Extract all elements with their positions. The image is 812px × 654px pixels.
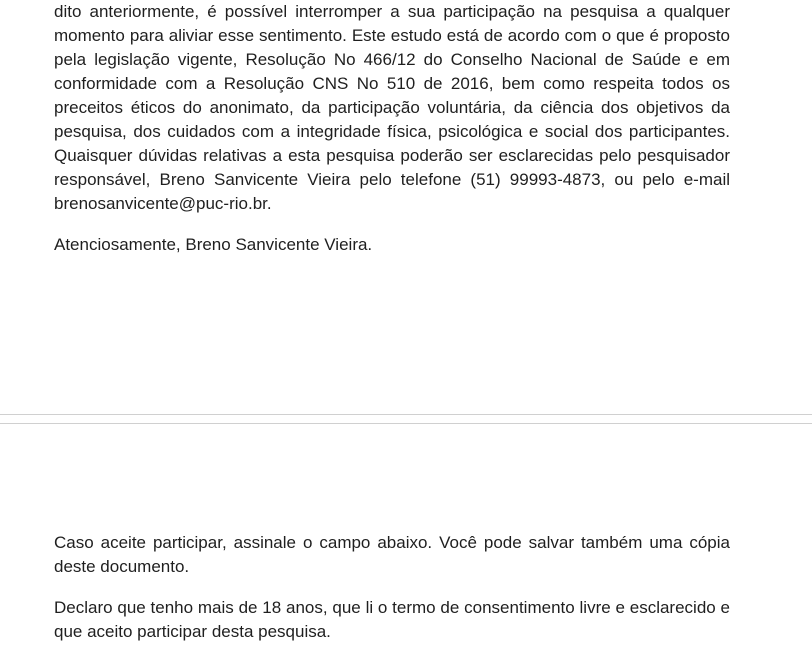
page-break-divider xyxy=(0,414,812,424)
signature-line: Atenciosamente, Breno Sanvicente Vieira. xyxy=(54,235,373,254)
declaration-paragraph: Declaro que tenho mais de 18 anos, que li o termo de consentimento livre e esclarecido e que aceito participar desta pesquisa. xyxy=(54,598,730,641)
document-page-2 xyxy=(0,424,812,654)
instruction-paragraph: Caso aceite participar, assinale o campo abaixo. Você pode salvar também uma cópia deste documento. xyxy=(54,533,730,576)
consent-body-paragraph: dito anteriormente, é possível interromper a sua participação na pesquisa a qualquer momento para aliviar esse sentimento. Este estudo está de acordo com o que é proposto pela legislação vigente, Resolução No 466/12 do Conselho Nacional de Saúde e em conformidade com a Resolução CNS No 510 de 2016, bem como respeita todos os preceitos éticos do anonimato, da participação voluntária, da ciência dos objetivos da pesquisa, dos cuidados com a integridade física, psicológica e social dos participantes. Quaisquer dúvidas relativas a esta pesquisa poderão ser esclarecidas pelo pesquisador responsável, Breno Sanvicente Vieira pelo telefone (51) 99993-4873, ou pelo e-mail brenosanvicente@puc-rio.br. xyxy=(54,2,730,213)
